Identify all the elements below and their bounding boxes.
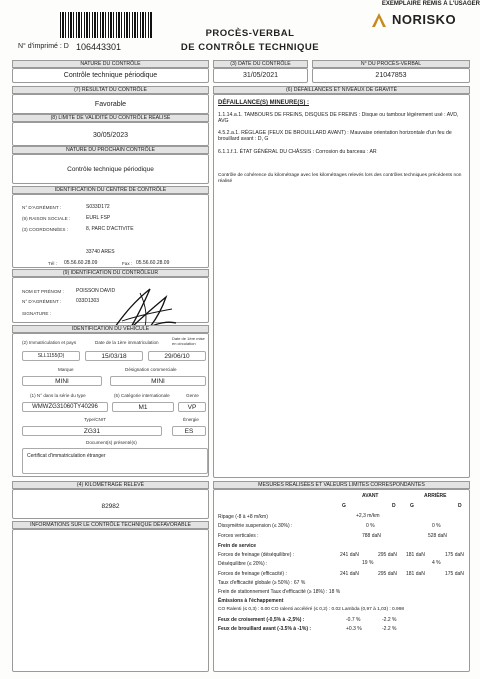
- date-header: (3) DATE DU CONTRÔLE: [213, 60, 308, 68]
- nature-header: NATURE DU CONTRÔLE: [12, 60, 209, 68]
- marque-label: Marque: [58, 367, 74, 372]
- tel-label: Tél :: [48, 261, 57, 266]
- fax-value: 05.56.60.28.09: [136, 260, 170, 266]
- raison-label: (9) RAISON SOCIALE :: [22, 216, 71, 221]
- categorie-label: (5) Catégorie internationale: [114, 393, 170, 398]
- immat-label: (2) Immatriculation et pays: [22, 340, 77, 345]
- avant-label: AVANT: [362, 493, 379, 499]
- genre-field: VP: [178, 402, 206, 412]
- co-values: CO Ralenti (≤ 0,3) : 0.00 CO ralenti accéléré (≤ 0,2) : 0.02 Lambda (0,97 à 1,03) : 0.998: [218, 607, 405, 612]
- raison-value: EURL FSP: [86, 215, 111, 221]
- dissym-av: 0 %: [366, 523, 375, 529]
- serie-field: WMWZG31060TY40296: [22, 402, 108, 412]
- controleur-agrement: 033D1303: [76, 298, 100, 304]
- signature-label: SIGNATURE :: [22, 311, 52, 316]
- type-label: Type/CNIT: [84, 417, 106, 422]
- result-header: (7) RÉSULTAT DU CONTRÔLE: [12, 86, 209, 94]
- av-g-label: G: [342, 503, 346, 509]
- date-value: 31/05/2021: [242, 72, 279, 79]
- croisement-2: -2.2 %: [382, 617, 397, 623]
- fax-label: Fax :: [122, 261, 133, 266]
- next-control-header: NATURE DU PROCHAIN CONTRÔLE: [12, 146, 209, 154]
- categorie-field: M1: [112, 402, 174, 412]
- dissym-label: Dissymétrie suspension (≤ 30%) :: [218, 523, 293, 529]
- freinage-desq-1: 241 daN: [340, 552, 359, 558]
- type-field: ZG31: [22, 426, 162, 436]
- freinage-eff-4: 175 daN: [445, 571, 464, 577]
- frein-stat: Frein de stationnement Taux d'efficacité (≥ 18%) : 18 %: [218, 589, 341, 595]
- freinage-eff-1: 241 daN: [340, 571, 359, 577]
- arriere-label: ARRIÈRE: [424, 493, 447, 499]
- doc-number-label: N° d'imprimé : D: [18, 43, 69, 50]
- result-value: Favorable: [94, 101, 127, 108]
- brouillard-1: +0.3 %: [346, 626, 362, 632]
- pv-number-value: 21047853: [375, 72, 407, 79]
- defaillances-title: DÉFAILLANCE(S) MINEURE(S) :: [218, 100, 309, 106]
- defaillance-item-3: 6.1.1.f.1. ÉTAT GÉNÉRAL DU CHÂSSIS : Corrosion du barceau : AR: [218, 149, 377, 155]
- validity-header: (8) LIMITE DE VALIDITÉ DU CONTRÔLE RÉALISÉ: [12, 114, 209, 122]
- energie-field: ES: [172, 426, 206, 436]
- centre-agrement: S033D172: [86, 204, 110, 210]
- immat-field: SLL1155(D): [22, 351, 80, 361]
- validity-value: 30/05/2023: [92, 132, 129, 139]
- defaillance-item-1: 1.1.14.a.1. TAMBOURS DE FREINS, DISQUES DE FREINS : Disque ou tambour légèrement usé : AVD, AVG: [218, 112, 459, 125]
- brouillard-2: -2.2 %: [382, 626, 397, 632]
- name-label: NOM ET PRÉNOM :: [22, 289, 64, 294]
- ripage-label: Ripage (-8 à +8 m/km): [218, 514, 268, 520]
- title-line1: PROCÈS-VERBAL: [205, 28, 295, 39]
- freinage-desq-label: Forces de freinage (déséquilibre) :: [218, 552, 295, 558]
- ar-d-label: D: [458, 503, 462, 509]
- controleur-agrement-label: N° D'AGRÉMENT :: [22, 299, 62, 304]
- ripage-value: +2,3 m/km: [356, 513, 380, 519]
- docs-label: Document(s) présenté(s): [86, 440, 137, 445]
- desequilibre-av: 19 %: [362, 560, 374, 566]
- copy-label: EXEMPLAIRE REMIS À L'USAGER: [381, 1, 480, 7]
- city-value: 33740 ARES: [86, 249, 115, 255]
- next-control-value: Contrôle technique périodique: [67, 166, 154, 173]
- forces-v-ar: 528 daN: [428, 533, 447, 539]
- forces-v-label: Forces verticales :: [218, 533, 259, 539]
- eff-globale: Taux d'efficacité globale (≥ 50%) : 67 %: [218, 580, 306, 586]
- doc-number: 106443301: [76, 42, 122, 52]
- tel-value: 05.56.60.28.09: [64, 260, 98, 266]
- docs-field: [22, 448, 208, 474]
- pv-number-header: N° DU PROCÈS-VERBAL: [312, 60, 470, 68]
- freinage-desq-2: 295 daN: [378, 552, 397, 558]
- docs-value: Certificat d'immatriculation étranger: [27, 453, 106, 459]
- brand-logo-icon: [370, 11, 388, 29]
- designation-field: MINI: [110, 376, 206, 386]
- mesures-header: MESURES RÉALISÉES ET VALEURS LIMITES CORRESPONDANTES: [213, 481, 470, 489]
- freinage-desq-4: 175 daN: [445, 552, 464, 558]
- address-value: 8, PARC D'ACTIVITE: [86, 226, 134, 232]
- defaillances-header: (6) DÉFAILLANCES ET NIVEAUX DE GRAVITÉ: [213, 86, 470, 94]
- marque-field: MINI: [22, 376, 102, 386]
- centre-agrement-label: N° D'AGRÉMENT :: [22, 205, 62, 210]
- defaillance-note: Contrôle de cohérence du kilométrage avec les kilométrages relevés lors des contrôles techniques précédents non réalisé: [218, 173, 462, 184]
- circ-field: 29/06/10: [148, 351, 206, 361]
- controleur-name: POISSON DAVID: [76, 288, 116, 294]
- designation-label: Désignation commerciale: [125, 367, 177, 372]
- forces-v-av: 788 daN: [362, 533, 381, 539]
- controleur-header: (9) IDENTIFICATION DU CONTRÔLEUR: [12, 269, 209, 277]
- freinage-desq-3: 181 daN: [406, 552, 425, 558]
- nature-value: Contrôle technique périodique: [63, 72, 158, 79]
- centre-header: IDENTIFICATION DU CENTRE DE CONTRÔLE: [12, 186, 209, 194]
- desequilibre-label: Déséquilibre (≤ 20%) :: [218, 561, 268, 567]
- serie-label: (1) N° dans la série du type: [30, 393, 86, 398]
- km-header: (4) KILOMÉTRAGE RELEVÉ: [12, 481, 209, 489]
- energie-label: Énergie: [183, 417, 199, 422]
- croisement-1: -0.7 %: [346, 617, 361, 623]
- coord-label: (3) COORDONNÉES :: [22, 227, 68, 232]
- av-d-label: D: [392, 503, 396, 509]
- ar-g-label: G: [410, 503, 414, 509]
- first-reg-label: Date de la 1ère immatriculation: [95, 340, 159, 345]
- first-reg-field: 15/03/18: [85, 351, 143, 361]
- defaillance-item-2: 4.5.2.a.1. RÉGLAGE (FEUX DE BROUILLARD AVANT) : Mauvaise orientation horizontale d'un feu de brouillard avant : D, G: [218, 130, 452, 143]
- title-line2: DE CONTRÔLE TECHNIQUE: [180, 42, 320, 53]
- emissions-label: Émissions à l'échappement: [218, 598, 284, 604]
- km-value: 82982: [101, 503, 120, 510]
- dissym-ar: 0 %: [432, 523, 441, 529]
- brouillard-label: Feux de brouillard avant (-3.5% à -1%) :: [218, 626, 312, 632]
- brand-name: NORISKO: [392, 12, 457, 27]
- freinage-eff-label: Forces de freinage (efficacité) :: [218, 571, 287, 577]
- freinage-eff-3: 181 daN: [406, 571, 425, 577]
- genre-label: Genre: [186, 393, 199, 398]
- barcode: [60, 12, 152, 38]
- info-box: [12, 529, 209, 672]
- desequilibre-ar: 4 %: [432, 560, 441, 566]
- frein-service-label: Frein de service: [218, 543, 257, 549]
- info-header: INFORMATIONS SUR LE CONTRÔLE TECHNIQUE DÉFAVORABLE: [12, 521, 209, 529]
- croisement-label: Feux de croisement (-0,5% à -2,5%) :: [218, 617, 305, 623]
- vehicule-header: IDENTIFICATION DU VÉHICULE: [12, 325, 209, 333]
- circ-label: Date de 1ère mise en circulation: [172, 336, 205, 346]
- freinage-eff-2: 295 daN: [378, 571, 397, 577]
